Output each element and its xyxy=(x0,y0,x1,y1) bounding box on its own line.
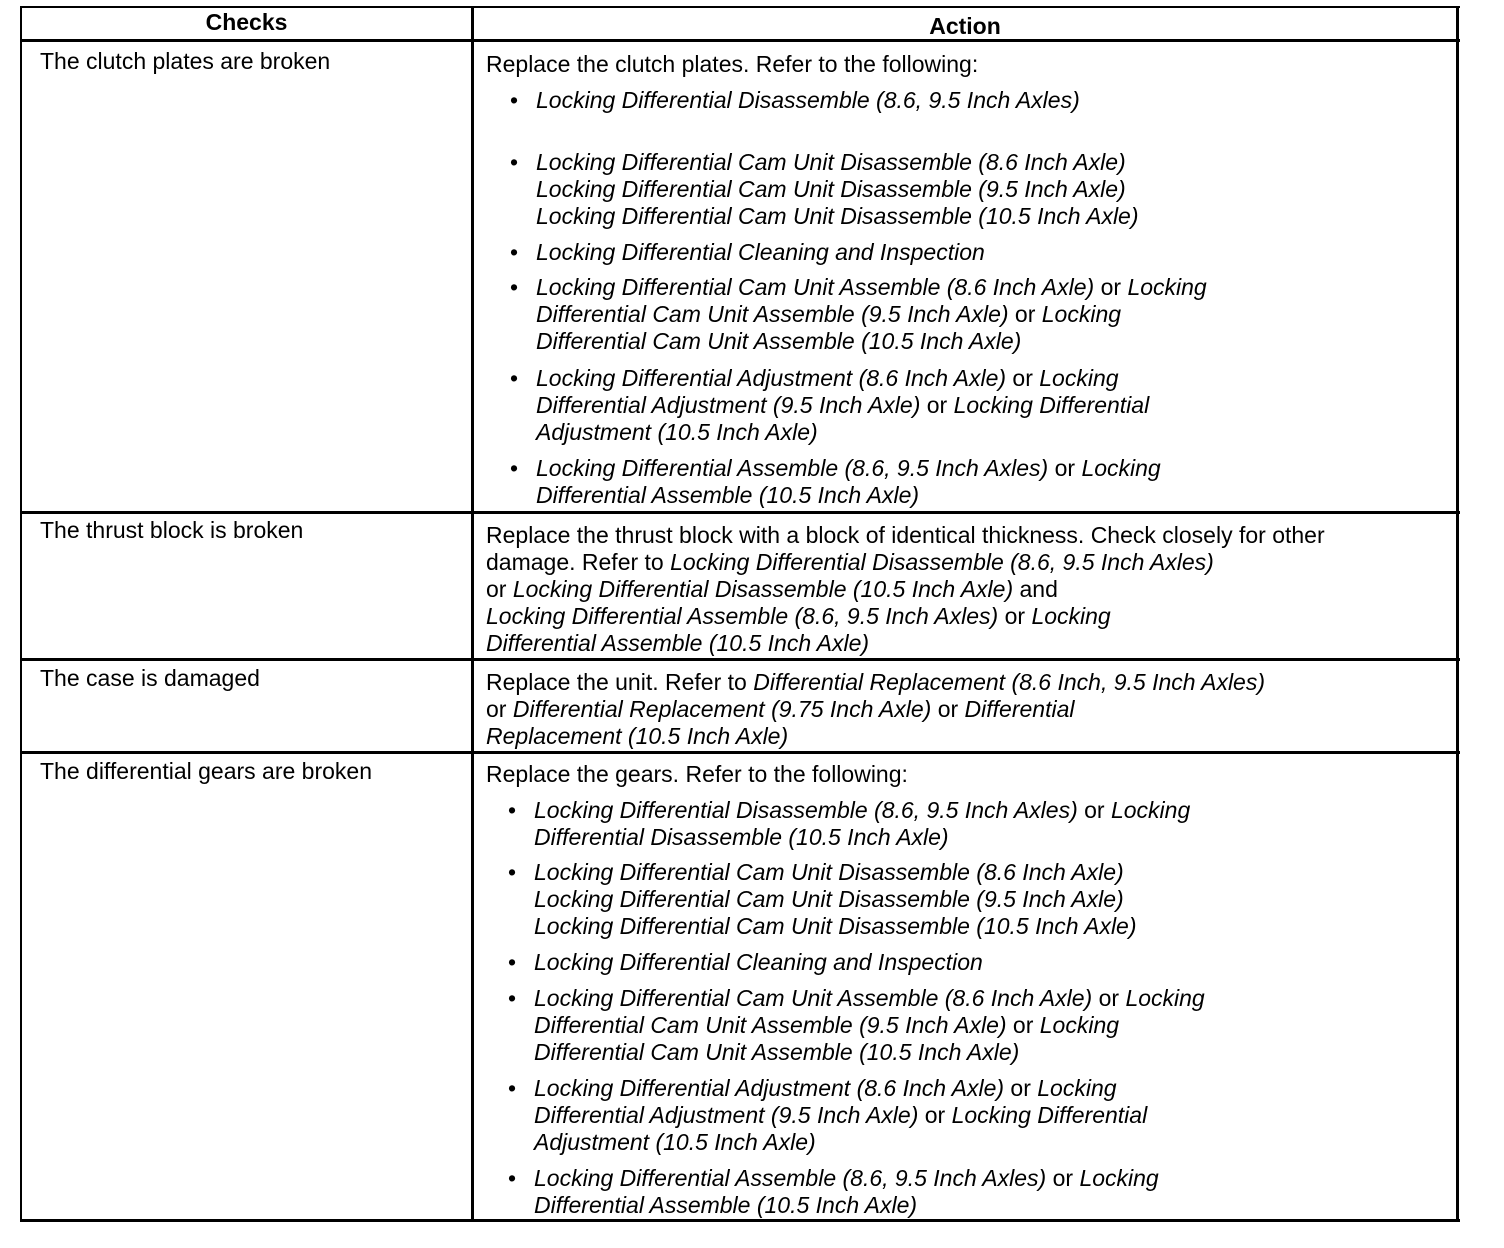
bullet-icon: • xyxy=(510,274,519,300)
procedure-reference-text: Locking Differential xyxy=(953,392,1150,418)
procedure-reference-text: Differential Replacement (9.75 Inch Axle) xyxy=(512,696,932,722)
row-divider-2 xyxy=(20,658,1460,661)
bullet-item-line xyxy=(536,239,985,266)
procedure-reference-text: Locking Differential Cam Unit Disassemble (8.6 Inch Axle) xyxy=(534,859,1124,885)
action-paragraph-line xyxy=(486,669,1265,696)
action-text: Replace the unit. Refer to xyxy=(486,669,754,695)
procedure-reference-text: Locking Differential Adjustment (8.6 Inch Axle) xyxy=(534,1075,1005,1101)
bullet-item-line xyxy=(534,1102,1147,1129)
bullet-item-line xyxy=(536,455,1161,482)
action-paragraph-line xyxy=(486,723,788,750)
action-paragraph-line xyxy=(486,696,1074,723)
bullet-item-line xyxy=(536,301,1121,328)
bullet-icon: • xyxy=(508,859,517,885)
action-text: or xyxy=(1006,365,1040,391)
bullet-item-line xyxy=(536,419,818,446)
procedure-reference-text: Differential Assemble (10.5 Inch Axle) xyxy=(486,630,870,656)
column-divider xyxy=(471,6,474,1222)
action-text: or xyxy=(1094,274,1128,300)
bullet-item-line xyxy=(536,149,1126,176)
bullet-icon: • xyxy=(510,455,519,481)
bullet-icon: • xyxy=(510,365,519,391)
bullet-item-line xyxy=(534,797,1190,824)
bullet-item-line xyxy=(536,392,1149,419)
bullet-item-line xyxy=(536,365,1119,392)
action-paragraph-line xyxy=(486,630,869,657)
procedure-reference-text: Differential Replacement (8.6 Inch, 9.5 Inch Axles) xyxy=(753,669,1266,695)
action-text: or xyxy=(486,576,513,602)
action-text: damage. Refer to xyxy=(486,549,671,575)
action-paragraph-line xyxy=(486,576,1058,603)
procedure-reference-text: Differential Assemble (10.5 Inch Axle) xyxy=(534,1192,918,1218)
action-text: or xyxy=(918,1102,952,1128)
bullet-item-line xyxy=(534,859,1124,886)
procedure-reference-text: Locking Differential Assemble (8.6, 9.5 Inch Axles) xyxy=(486,603,999,629)
procedure-reference-text: Locking Differential Disassemble (8.6, 9.5 Inch Axles) xyxy=(670,549,1214,575)
action-text: or xyxy=(998,603,1032,629)
action-text: or xyxy=(1008,301,1042,327)
check-cell-text: The case is damaged xyxy=(40,665,260,691)
table-border-bottom xyxy=(20,1219,1460,1222)
table-border-top xyxy=(20,6,1460,8)
procedure-reference-text: Adjustment (10.5 Inch Axle) xyxy=(534,1129,816,1155)
action-intro-text: Replace the gears. Refer to the following: xyxy=(486,761,908,787)
procedure-reference-text: Locking Differential Assemble (8.6, 9.5 Inch Axles) xyxy=(534,1165,1047,1191)
procedure-reference-text: Locking Differential Cam Unit Assemble (8.6 Inch Axle) xyxy=(534,985,1093,1011)
procedure-reference-text: Differential Cam Unit Assemble (9.5 Inch Axle) xyxy=(534,1012,1007,1038)
bullet-icon: • xyxy=(508,1165,517,1191)
procedure-reference-text: Locking Differential Cleaning and Inspection xyxy=(534,949,983,975)
bullet-icon: • xyxy=(510,87,519,113)
bullet-item-line xyxy=(534,1165,1159,1192)
bullet-item-line xyxy=(534,1075,1117,1102)
procedure-reference-text: Locking Differential Assemble (8.6, 9.5 Inch Axles) xyxy=(536,455,1049,481)
table-border-left xyxy=(20,6,22,1222)
procedure-reference-text: Locking xyxy=(1110,797,1191,823)
bullet-item-line xyxy=(534,1129,816,1156)
bullet-icon: • xyxy=(508,797,517,823)
procedure-reference-text: Locking Differential Cam Unit Disassemble (8.6 Inch Axle) xyxy=(536,149,1126,175)
procedure-reference-text: Locking xyxy=(1125,985,1205,1011)
action-paragraph-line xyxy=(486,549,1214,576)
bullet-item-line xyxy=(534,1039,1019,1066)
bullet-item-line xyxy=(536,176,1126,203)
action-text: or xyxy=(1046,1165,1080,1191)
procedure-reference-text: Locking Differential Cam Unit Disassemble (10.5 Inch Axle) xyxy=(534,913,1137,939)
check-cell-text: The clutch plates are broken xyxy=(40,48,331,74)
procedure-reference-text: Differential Cam Unit Assemble (10.5 Inch Axle) xyxy=(536,328,1022,354)
bullet-item-line xyxy=(534,949,983,976)
bullet-icon: • xyxy=(510,149,519,175)
bullet-item-line xyxy=(534,1012,1119,1039)
procedure-reference-text: Locking Differential Cleaning and Inspection xyxy=(536,239,985,265)
procedure-reference-text: Locking Differential xyxy=(951,1102,1148,1128)
action-text: or xyxy=(1077,797,1111,823)
action-text: or xyxy=(1092,985,1126,1011)
procedure-reference-text: Differential Cam Unit Assemble (9.5 Inch Axle) xyxy=(536,301,1009,327)
procedure-reference-text: Locking xyxy=(1039,1012,1120,1038)
procedure-reference-text: Locking Differential Disassemble (8.6, 9.5 Inch Axles) xyxy=(536,87,1080,113)
procedure-reference-text: Locking Differential Cam Unit Disassemble (9.5 Inch Axle) xyxy=(536,176,1126,202)
bullet-item-line xyxy=(534,824,949,851)
procedure-reference-text: Locking xyxy=(1031,603,1111,629)
bullet-icon: • xyxy=(510,239,519,265)
procedure-reference-text: Locking xyxy=(1037,1075,1117,1101)
action-text: or xyxy=(931,696,965,722)
action-paragraph-line xyxy=(486,603,1111,630)
action-text: Replace the thrust block with a block of identical thickness. Check closely for other xyxy=(486,522,1325,548)
procedure-reference-text: Locking Differential Disassemble (8.6, 9.5 Inch Axles) xyxy=(534,797,1078,823)
procedure-reference-text: Adjustment (10.5 Inch Axle) xyxy=(536,419,818,445)
procedure-reference-text: Locking xyxy=(1041,301,1122,327)
procedure-reference-text: Differential Disassemble (10.5 Inch Axle) xyxy=(534,824,949,850)
action-text: or xyxy=(1006,1012,1040,1038)
row-divider-3 xyxy=(20,751,1460,754)
check-cell-text: The differential gears are broken xyxy=(40,758,372,784)
action-text: and xyxy=(1013,576,1058,602)
procedure-reference-text: Differential Cam Unit Assemble (10.5 Inch Axle) xyxy=(534,1039,1020,1065)
bullet-icon: • xyxy=(508,985,517,1011)
bullet-item-line xyxy=(534,886,1124,913)
bullet-icon: • xyxy=(508,949,517,975)
row-divider-1 xyxy=(20,511,1460,514)
header-action: Action xyxy=(929,13,1001,39)
procedure-reference-text: Differential Assemble (10.5 Inch Axle) xyxy=(536,482,920,508)
procedure-reference-text: Locking xyxy=(1079,1165,1159,1191)
procedure-reference-text: Differential xyxy=(964,696,1075,722)
procedure-reference-text: Locking xyxy=(1081,455,1161,481)
bullet-item-line xyxy=(534,913,1137,940)
procedure-reference-text: Locking Differential Cam Unit Disassemble (10.5 Inch Axle) xyxy=(536,203,1139,229)
action-intro-text: Replace the clutch plates. Refer to the following: xyxy=(486,51,979,77)
procedure-reference-text: Replacement (10.5 Inch Axle) xyxy=(486,723,789,749)
bullet-item-line xyxy=(536,274,1207,301)
action-text: or xyxy=(1048,455,1082,481)
procedure-reference-text: Locking Differential Disassemble (10.5 Inch Axle) xyxy=(512,576,1014,602)
action-text: or xyxy=(486,696,513,722)
table-border-right xyxy=(1456,6,1459,1222)
procedure-reference-text: Locking Differential Cam Unit Disassemble (9.5 Inch Axle) xyxy=(534,886,1124,912)
check-cell-text: The thrust block is broken xyxy=(40,517,304,543)
procedure-reference-text: Locking Differential Adjustment (8.6 Inch Axle) xyxy=(536,365,1007,391)
action-text: or xyxy=(920,392,954,418)
bullet-item-line xyxy=(536,203,1139,230)
bullet-item-line xyxy=(536,87,1080,114)
action-paragraph-line xyxy=(486,522,1325,549)
header-checks: Checks xyxy=(205,9,288,35)
procedure-reference-text: Locking Differential Cam Unit Assemble (8.6 Inch Axle) xyxy=(536,274,1095,300)
bullet-item-line xyxy=(534,1192,917,1219)
action-text: or xyxy=(1004,1075,1038,1101)
bullet-icon: • xyxy=(508,1075,517,1101)
procedure-reference-text: Locking xyxy=(1127,274,1207,300)
checks-action-table xyxy=(20,6,1460,1222)
procedure-reference-text: Locking xyxy=(1039,365,1119,391)
bullet-item-line xyxy=(536,482,919,509)
procedure-reference-text: Differential Adjustment (9.5 Inch Axle) xyxy=(536,392,921,418)
bullet-item-line xyxy=(534,985,1205,1012)
bullet-item-line xyxy=(536,328,1021,355)
procedure-reference-text: Differential Adjustment (9.5 Inch Axle) xyxy=(534,1102,919,1128)
